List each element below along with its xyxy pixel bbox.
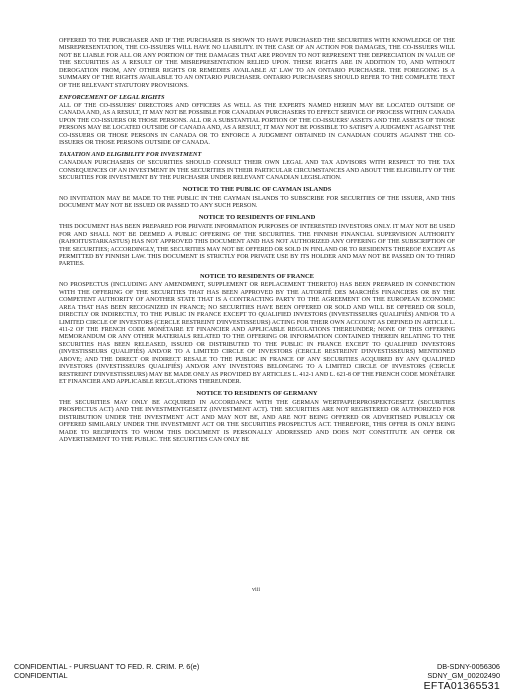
section-heading: NOTICE TO THE PUBLIC OF CAYMAN ISLANDS <box>182 186 332 194</box>
document-body <box>59 38 455 448</box>
paragraph: ALL OF THE CO-ISSUERS' DIRECTORS AND OFFICERS AS WELL AS THE EXPERTS NAMED HEREIN MAY BE LOCATED OUTSIDE OF CANADA AND, AS A RESULT, IT MAY NOT BE POSSIBLE FOR CANADIAN PURCHASERS TO EFFECT SERVICE OF PROCESS WITHIN CANADA UPON THE CO-ISSUERS OR THOSE PERSONS. ALL OR A SUBSTANTIAL PORTION OF THE CO-ISSUERS' ASSETS AND THE ASSETS OF THOSE PERSONS MAY BE LOCATED OUTSIDE OF CANADA AND, AS A RESULT, IT MAY NOT BE POSSIBLE TO SATISFY A JUDGMENT AGAINST THE CO-ISSUERS OR THOSE PERSONS IN CANADA OR TO ENFORCE A JUDGMENT OBTAINED IN CANADIAN COURTS AGAINST THE CO-ISSUERS OR THOSE PERSONS OUTSIDE OF CANADA. <box>59 102 455 147</box>
paragraph: THIS DOCUMENT HAS BEEN PREPARED FOR PRIVATE INFORMATION PURPOSES OF INTERESTED INVESTORS ONLY. IT MAY NOT BE USED FOR AND SHALL NOT BE DEEMED A PUBLIC OFFERING OF THE SECURITIES. THE FINNISH FINANCIAL SUPERVISION AUTHORITY (RAHOITUSTARKASTUS) HAS NOT APPROVED THIS DOCUMENT AND HAS NOT AUTHORIZED ANY OFFERING OF THE SUBSCRIPTION OF THE SECURITIES; ACCORDINGLY, THE SECURITIES MAY NOT BE OFFERED OR SOLD IN FINLAND OR TO RESIDENTS THEREOF EXCEPT AS PERMITTED BY FINNISH LAW. THIS DOCUMENT IS STRICTLY FOR PRIVATE USE BY ITS HOLDER AND MAY NOT BE PASSED ON TO THIRD PARTIES. <box>59 224 455 268</box>
section-subheading: TAXATION AND ELIGIBILITY FOR INVESTMENT <box>59 151 202 159</box>
paragraph: THE SECURITIES MAY ONLY BE ACQUIRED IN ACCORDANCE WITH THE GERMAN WERTPAPIERPROSPEKTGESETZ (SECURITIES PROSPECTUS ACT) AND THE INVESTMENTGESETZ (INVESTMENT ACT). THE SECURITIES ARE NOT REGISTERED OR AUTHORIZED FOR DISTRIBUTION UNDER THE INVESTMENT ACT AND MAY NOT BE, AND ARE NOT BEING OFFERED OR ADVERTISED PUBLICLY OR OFFERED SIMILARLY UNDER THE INVESTMENT ACT OR THE SECURITIES PROSPECTUS ACT. THEREFORE, THIS OFFER IS ONLY BEING MADE TO RECIPIENTS TO WHOM THIS DOCUMENT IS PERSONALLY ADDRESSED AND DOES NOT CONSTITUTE AN OFFER OR ADVERTISEMENT TO THE PUBLIC. THE SECURITIES CAN ONLY BE <box>59 400 455 444</box>
confidential-notice: CONFIDENTIAL - PURSUANT TO FED. R. CRIM. P. 6(e) <box>14 662 200 671</box>
confidential-label: CONFIDENTIAL <box>14 670 68 680</box>
efta-number: EFTA01365531 <box>423 679 500 692</box>
bates-number: DB-SDNY-0056306 <box>436 662 500 671</box>
section-heading: NOTICE TO RESIDENTS OF FRANCE <box>199 272 315 280</box>
paragraph: NO INVITATION MAY BE MADE TO THE PUBLIC IN THE CAYMAN ISLANDS TO SUBSCRIBE FOR SECURITIES OF THE ISSUER, AND THIS DOCUMENT MAY NOT BE ISSUED OR PASSED TO ANY SUCH PERSON. <box>59 195 455 210</box>
section-heading: NOTICE TO RESIDENTS OF GERMANY <box>196 390 318 398</box>
section-subheading: ENFORCEMENT OF LEGAL RIGHTS <box>59 93 165 101</box>
sdny-number: SDNY_GM_00202490 <box>427 670 500 680</box>
footer-left <box>14 663 199 681</box>
paragraph: NO PROSPECTUS (INCLUDING ANY AMENDMENT, SUPPLEMENT OR REPLACEMENT THERETO) HAS BEEN PREPARED IN CONNECTION WITH THE OFFERING OF THE SECURITIES THAT HAS BEEN APPROVED BY THE AUTORITÉ DES MARCHÉS FINANCIERS OR BY THE COMPETENT AUTHORITY OF ANOTHER STATE THAT IS A CONTRACTING PARTY TO THE AGREEMENT ON THE EUROPEAN ECONOMIC AREA THAT HAS BEEN RECOGNIZED IN FRANCE; NO SECURITIES HAVE BEEN OFFERED OR SOLD AND WILL BE OFFERED OR SOLD, DIRECTLY OR INDIRECTLY, TO THE PUBLIC IN FRANCE EXCEPT TO QUALIFIED INVESTORS (INVESTISSEURS QUALIFIÉS) AND/OR TO A LIMITED CIRCLE OF INVESTORS (CERCLE RESTREINT D'INVESTISSEURS) ACTING FOR THEIR OWN ACCOUNT AS DEFINED IN ARTICLE L. 411-2 OF THE FRENCH CODE MONÉTAIRE ET FINANCIER AND APPLICABLE REGULATIONS THEREUNDER; NONE OF THIS OFFERING MEMORANDUM OR ANY OTHER MATERIALS RELATED TO THE OFFERING OR INFORMATION CONTAINED THEREIN RELATING TO THE SECURITIES HAS BEEN RELEASED, ISSUED OR DISTRIBUTED TO THE PUBLIC IN FRANCE EXCEPT TO QUALIFIED INVESTORS (INVESTISSEURS QUALIFIÉS) AND/OR TO A LIMITED CIRCLE OF INVESTORS (CERCLE RESTREINT D'INVESTISSEURS) MENTIONED ABOVE; AND THE DIRECT OR INDIRECT RESALE TO THE PUBLIC IN FRANCE OF ANY SECURITIES ACQUIRED BY ANY QUALIFIED INVESTORS (INVESTISSEURS QUALIFIÉS) AND/OR ANY INVESTORS BELONGING TO A LIMITED CIRCLE OF INVESTORS (CERCLE RESTREINT D'INVESTISSEURS) MAY BE MADE ONLY AS PROVIDED BY ARTICLES L. 412-1 AND L. 621-8 OF THE FRENCH CODE MONÉTAIRE ET FINANCIER AND APPLICABLE REGULATIONS THEREUNDER. <box>59 282 455 386</box>
footer-right <box>424 663 500 692</box>
paragraph: CANADIAN PURCHASERS OF SECURITIES SHOULD CONSULT THEIR OWN LEGAL AND TAX ADVISORS WITH RESPECT TO THE TAX CONSEQUENCES OF AN INVESTMENT IN THE SECURITIES IN THEIR PARTICULAR CIRCUMSTANCES AND ABOUT THE ELIGIBILITY OF THE SECURITIES FOR INVESTMENT BY THE PURCHASER UNDER RELEVANT CANADIAN LEGISLATION. <box>59 160 455 182</box>
paragraph: OFFERED TO THE PURCHASER AND IF THE PURCHASER IS SHOWN TO HAVE PURCHASED THE SECURITIES WITH KNOWLEDGE OF THE MISREPRESENTATION, THE CO-ISSUERS WILL HAVE NO LIABILITY. IN THE CASE OF AN ACTION FOR DAMAGES, THE CO-ISSUERS WILL NOT BE LIABLE FOR ALL OR ANY PORTION OF THE DAMAGES THAT ARE PROVEN TO NOT REPRESENT THE DEPRECIATION IN VALUE OF THE SECURITIES AS A RESULT OF THE MISREPRESENTATION RELIED UPON. THESE RIGHTS ARE IN ADDITION TO, AND WITHOUT DEROGATION FROM, ANY OTHER RIGHTS OR REMEDIES AVAILABLE AT LAW TO AN ONTARIO PURCHASER. THE FOREGOING IS A SUMMARY OF THE RIGHTS AVAILABLE TO AN ONTARIO PURCHASER. ONTARIO PURCHASERS SHOULD REFER TO THE COMPLETE TEXT OF THE RELEVANT STATUTORY PROVISIONS. <box>59 38 455 89</box>
page-number: viii <box>251 587 260 593</box>
section-heading: NOTICE TO RESIDENTS OF FINLAND <box>198 214 316 222</box>
